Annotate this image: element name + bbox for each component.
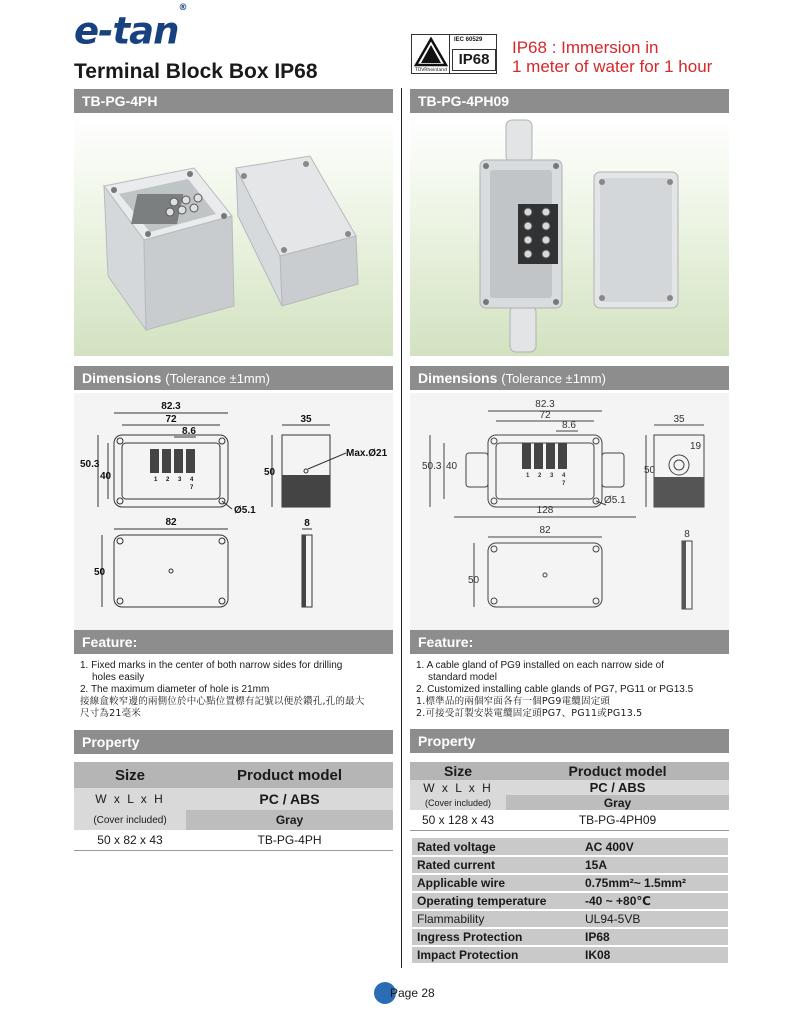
right-feature-header: Feature: <box>410 630 729 654</box>
cover-included-label: (Cover included) <box>410 795 506 810</box>
dim-side-height: 50 <box>264 467 276 478</box>
spec-row <box>412 892 728 910</box>
dim-inner-width: 72 <box>539 410 551 421</box>
size-header: Size <box>74 762 186 788</box>
dim-total-length: 128 <box>536 505 554 516</box>
dim-height-inner: 40 <box>446 461 458 472</box>
etan-logo: e-tan® <box>74 3 187 53</box>
spec-key: Ingress Protection <box>412 928 577 946</box>
tuv-label: TÜVRheinland <box>415 68 447 73</box>
product-model-header: Product model <box>186 762 393 788</box>
left-feature-item-cn: 尺寸為21毫米 <box>80 708 141 719</box>
left-feature-item: holes easily <box>92 672 145 683</box>
dim-max-hole: Max.Ø21 <box>346 448 388 459</box>
svg-text:7: 7 <box>190 485 194 491</box>
model-value: TB-PG-4PH09 <box>506 810 729 830</box>
column-divider <box>401 88 402 968</box>
dim-pitch: 8.6 <box>562 420 576 431</box>
spec-key: Flammability <box>412 910 577 928</box>
right-feature-item: 1. A cable gland of PG9 installed on each narrow side of <box>416 660 664 671</box>
dim-inner-width: 72 <box>165 414 177 425</box>
dim-cover-height: 50 <box>94 567 106 578</box>
size-dims-label: W x L x H <box>74 788 186 810</box>
page-title: Terminal Block Box IP68 <box>74 60 318 83</box>
ip68-note-line2: 1 meter of water for 1 hour <box>512 57 713 76</box>
right-feature-item-cn: 2.可接受訂製安裝電纜固定頭PG7、PG11或PG13.5 <box>416 708 643 719</box>
tuv-triangle-icon <box>412 35 450 73</box>
size-value: 50 x 82 x 43 <box>74 830 186 850</box>
spec-key: Rated current <box>412 856 577 874</box>
dim-cover-thickness: 8 <box>684 529 690 540</box>
spec-value: IK08 <box>577 946 728 964</box>
dim-cover-width: 82 <box>539 525 551 536</box>
svg-text:1: 1 <box>526 473 530 479</box>
right-property-header: Property <box>410 729 729 753</box>
cover-included-label: (Cover included) <box>74 810 186 830</box>
dim-width: 82.3 <box>161 401 181 412</box>
right-feature-item-cn: 1.標準品的兩個窄面各有一個PG9電纜固定頭 <box>416 696 611 707</box>
size-value: 50 x 128 x 43 <box>410 810 506 830</box>
spec-value: 15A <box>577 856 728 874</box>
left-feature-header: Feature: <box>74 630 393 654</box>
ip68-note <box>512 38 712 76</box>
right-feature-item: 2. Customized installing cable glands of PG7, PG11 or PG13.5 <box>416 684 694 695</box>
dim-height-outer: 50.3 <box>422 461 442 472</box>
size-dims-label: W x L x H <box>410 780 506 795</box>
material-label: PC / ABS <box>506 780 729 795</box>
svg-text:3: 3 <box>550 473 554 479</box>
spec-row <box>412 838 728 856</box>
spec-row <box>412 928 728 946</box>
dim-screw-hole: Ø5.1 <box>234 505 256 516</box>
svg-text:4: 4 <box>562 473 566 479</box>
size-header: Size <box>410 762 506 780</box>
left-product-photo <box>74 116 393 356</box>
right-model-header: TB-PG-4PH09 <box>410 89 729 113</box>
spec-value: IP68 <box>577 928 728 946</box>
right-property-table <box>410 762 729 831</box>
spec-row <box>412 874 728 892</box>
dim-cover-thickness: 8 <box>304 518 310 529</box>
left-feature-item-cn: 接線盒較窄邊的兩側位於中心點位置標有記號以便於鑽孔,孔的最大 <box>80 696 365 707</box>
spec-key: Rated voltage <box>412 838 577 856</box>
dim-pitch: 8.6 <box>182 426 196 437</box>
spec-value: 0.75mm²~ 1.5mm² <box>577 874 728 892</box>
dim-cover-height: 50 <box>468 575 480 586</box>
right-dimension-drawing <box>410 393 729 631</box>
dim-side-width: 35 <box>673 414 685 425</box>
svg-text:3: 3 <box>178 477 182 483</box>
right-product-photo <box>410 116 729 356</box>
left-model-header: TB-PG-4PH <box>74 89 393 113</box>
color-label: Gray <box>506 795 729 810</box>
product-model-header: Product model <box>506 762 729 780</box>
iec-label: IEC 60529 <box>454 37 483 43</box>
left-dimensions-header: Dimensions (Tolerance ±1mm) <box>74 366 393 390</box>
ip-rating-badge: IP68 <box>452 49 496 71</box>
svg-text:2: 2 <box>166 477 170 483</box>
left-feature-list <box>80 660 392 720</box>
left-feature-item: 1. Fixed marks in the center of both narrow sides for drilling <box>80 660 343 671</box>
svg-text:4: 4 <box>190 477 194 483</box>
right-feature-list <box>416 660 728 720</box>
material-label: PC / ABS <box>186 788 393 810</box>
dim-height-outer: 50.3 <box>80 459 100 470</box>
svg-text:1: 1 <box>154 477 158 483</box>
dim-side-height: 50 <box>644 465 656 476</box>
left-property-header: Property <box>74 730 393 754</box>
spec-row <box>412 856 728 874</box>
spec-value: -40 ~ +80℃ <box>577 892 728 910</box>
spec-value: UL94-5VB <box>577 910 728 928</box>
svg-text:2: 2 <box>538 473 542 479</box>
right-dimensions-header: Dimensions (Tolerance ±1mm) <box>410 366 729 390</box>
page-number: Page 28 <box>374 982 435 1004</box>
spec-key: Applicable wire <box>412 874 577 892</box>
tuv-certification-badge <box>411 34 497 74</box>
left-property-table <box>74 762 393 851</box>
dim-cover-width: 82 <box>165 517 177 528</box>
right-spec-table <box>412 838 728 965</box>
left-feature-item: 2. The maximum diameter of hole is 21mm <box>80 684 270 695</box>
right-feature-item: standard model <box>428 672 497 683</box>
dim-screw-hole: Ø5.1 <box>604 495 626 506</box>
dim-width: 82.3 <box>535 399 555 410</box>
dim-height-inner: 40 <box>100 471 112 482</box>
spec-key: Operating temperature <box>412 892 577 910</box>
left-dimension-drawing <box>74 393 393 631</box>
model-value: TB-PG-4PH <box>186 830 393 850</box>
ip68-note-line1: IP68 : Immersion in <box>512 38 659 57</box>
spec-row <box>412 910 728 928</box>
svg-text:7: 7 <box>562 481 566 487</box>
spec-value: AC 400V <box>577 838 728 856</box>
dim-side-width: 35 <box>300 414 312 425</box>
spec-key: Impact Protection <box>412 946 577 964</box>
dim-gland: 19 <box>690 441 702 452</box>
spec-row <box>412 946 728 964</box>
color-label: Gray <box>186 810 393 830</box>
